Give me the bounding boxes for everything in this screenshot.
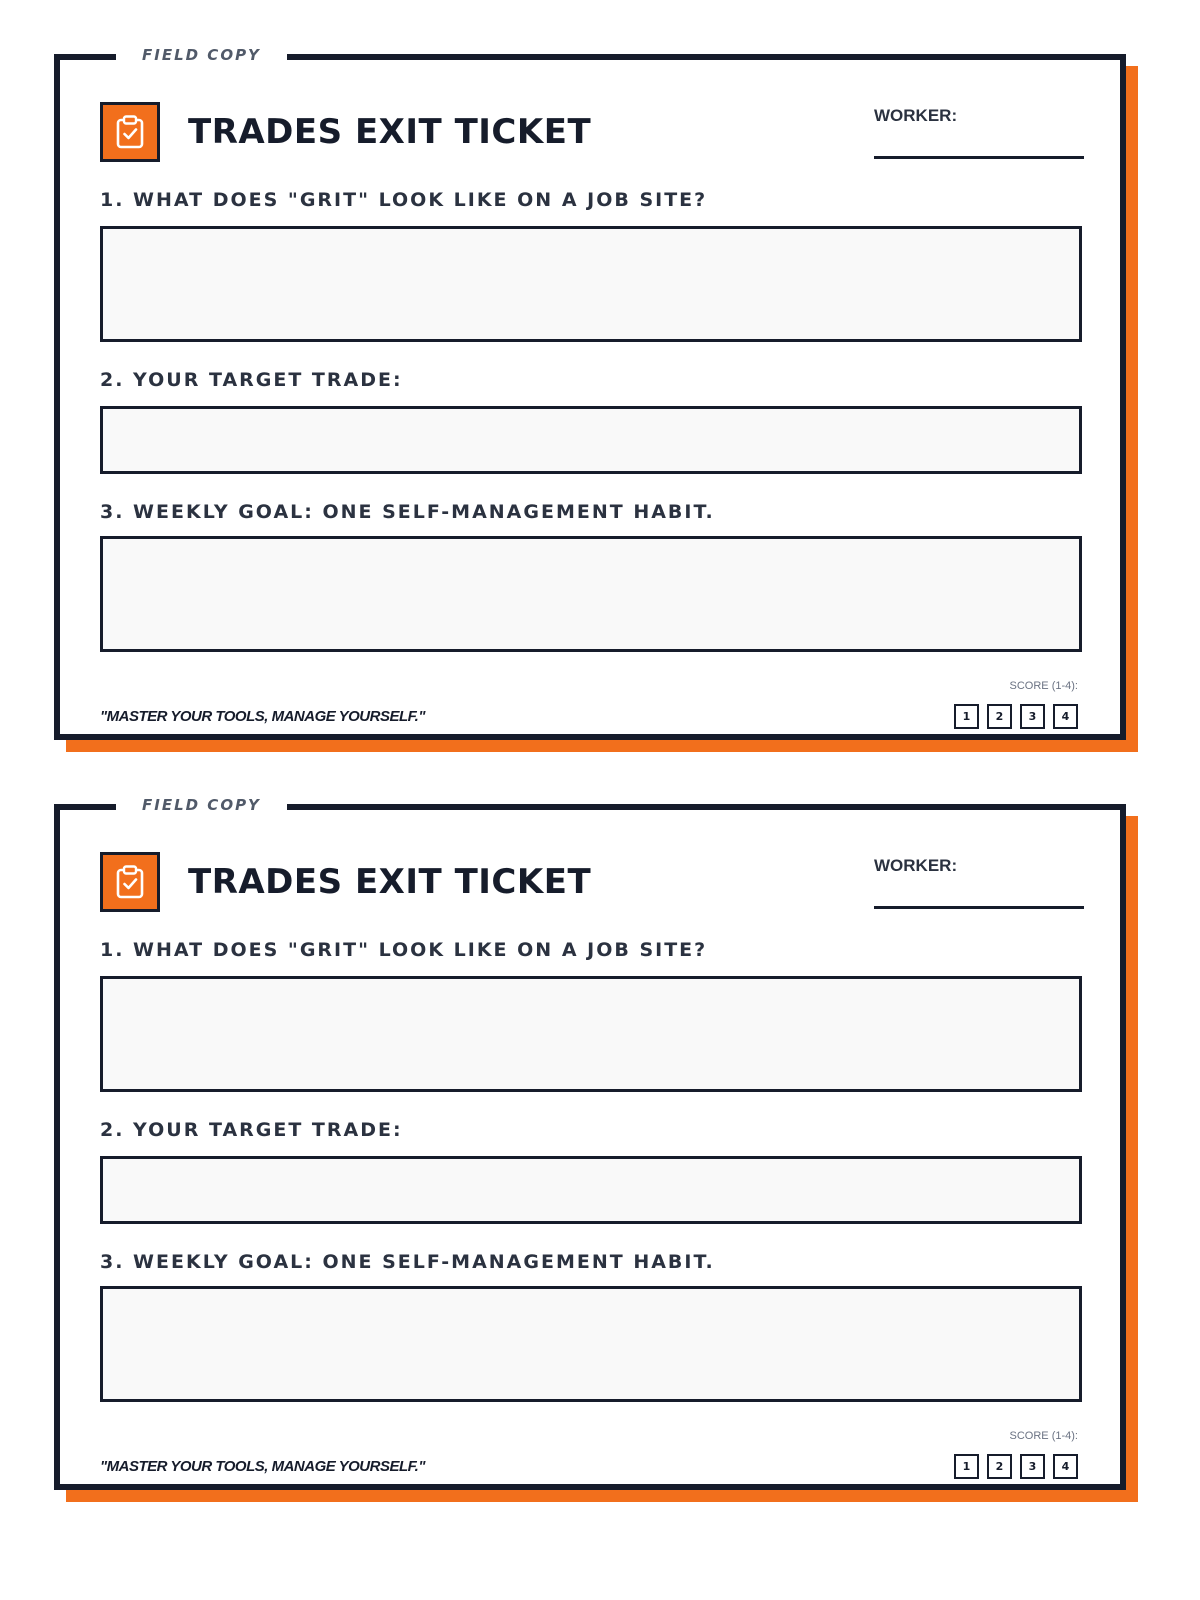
- ticket-title: TRADES EXIT TICKET: [188, 862, 592, 902]
- question-1-answer-box[interactable]: [100, 226, 1082, 342]
- question-3-answer-box[interactable]: [100, 1286, 1082, 1402]
- worker-label: WORKER:: [874, 856, 958, 875]
- score-box-1[interactable]: 1: [954, 704, 979, 729]
- score-box-2[interactable]: 2: [987, 704, 1012, 729]
- question-2-answer-box[interactable]: [100, 406, 1082, 474]
- clipboard-check-icon: [100, 102, 160, 162]
- score-options: [954, 1454, 1078, 1479]
- ticket-title: TRADES EXIT TICKET: [188, 112, 592, 152]
- question-1-label: 1. WHAT DOES "GRIT" LOOK LIKE ON A JOB SITE?: [100, 189, 708, 211]
- question-3-answer-box[interactable]: [100, 536, 1082, 652]
- question-1-answer-box[interactable]: [100, 976, 1082, 1092]
- worker-label: WORKER:: [874, 106, 958, 125]
- score-box-2[interactable]: 2: [987, 1454, 1012, 1479]
- question-1-label: 1. WHAT DOES "GRIT" LOOK LIKE ON A JOB SITE?: [100, 939, 708, 961]
- score-box-4[interactable]: 4: [1053, 1454, 1078, 1479]
- score-label: SCORE (1-4):: [1009, 1430, 1078, 1442]
- score-box-4[interactable]: 4: [1053, 704, 1078, 729]
- worker-name-field[interactable]: [874, 906, 1084, 909]
- score-box-3[interactable]: 3: [1020, 1454, 1045, 1479]
- score-options: [954, 704, 1078, 729]
- exit-ticket: [54, 796, 1126, 1490]
- field-copy-tag: FIELD COPY: [116, 42, 287, 68]
- worker-name-field[interactable]: [874, 156, 1084, 159]
- question-3-label: 3. WEEKLY GOAL: ONE SELF-MANAGEMENT HABIT.: [100, 1251, 715, 1273]
- question-3-label: 3. WEEKLY GOAL: ONE SELF-MANAGEMENT HABIT.: [100, 501, 715, 523]
- motto-text: "MASTER YOUR TOOLS, MANAGE YOURSELF.": [100, 708, 425, 725]
- exit-ticket: [54, 46, 1126, 740]
- question-2-label: 2. YOUR TARGET TRADE:: [100, 1119, 403, 1141]
- motto-text: "MASTER YOUR TOOLS, MANAGE YOURSELF.": [100, 1458, 425, 1475]
- score-box-3[interactable]: 3: [1020, 704, 1045, 729]
- question-2-label: 2. YOUR TARGET TRADE:: [100, 369, 403, 391]
- clipboard-check-icon: [100, 852, 160, 912]
- field-copy-tag: FIELD COPY: [116, 792, 287, 818]
- score-label: SCORE (1-4):: [1009, 680, 1078, 692]
- score-box-1[interactable]: 1: [954, 1454, 979, 1479]
- question-2-answer-box[interactable]: [100, 1156, 1082, 1224]
